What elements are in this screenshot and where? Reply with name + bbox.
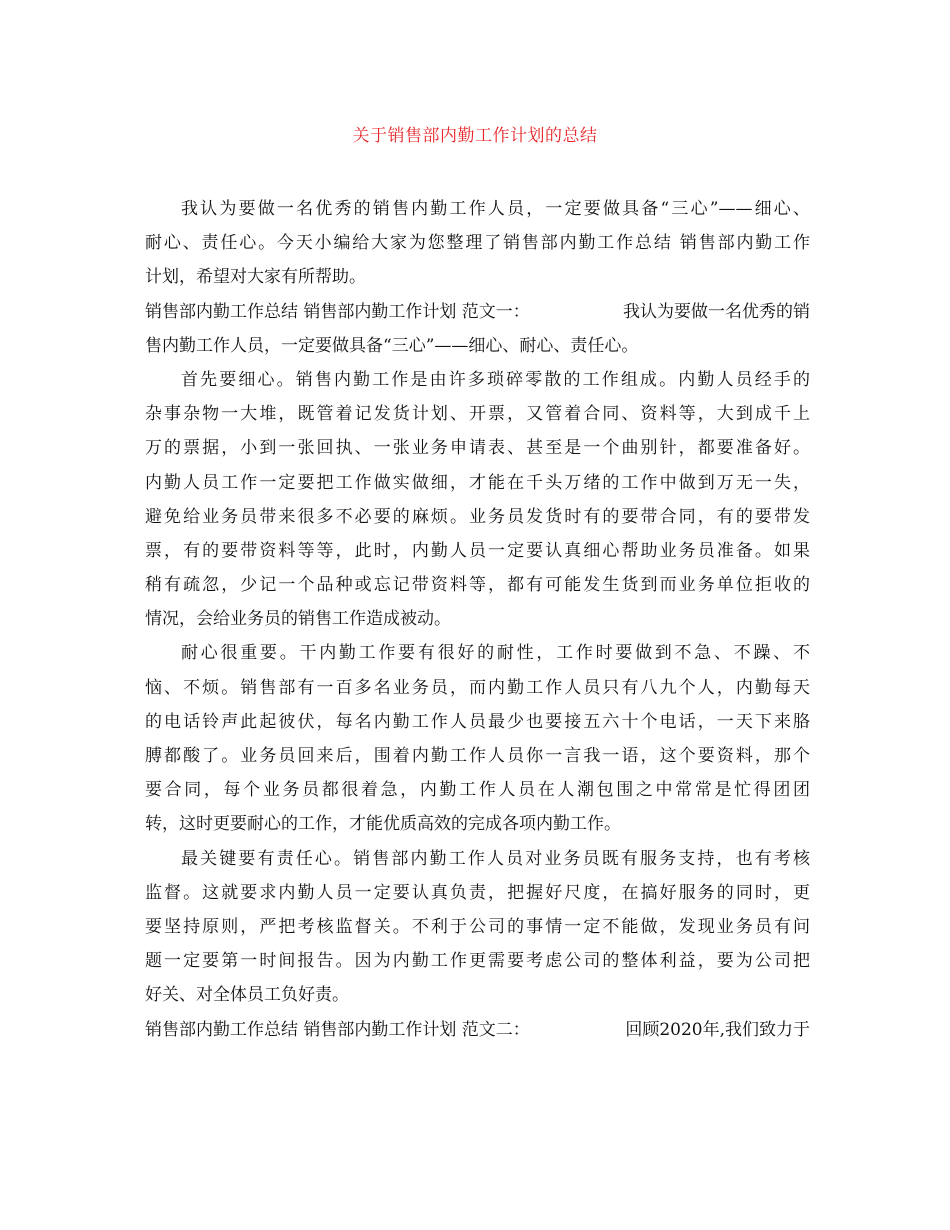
text-line: 我认为要做一名优秀的销售内勤工作人员，一定要做具备“三心”——细心、 bbox=[181, 199, 810, 219]
text-line: 好关、对全体员工负好责。 bbox=[145, 985, 349, 1006]
text-line: 的电话铃声此起彼伏，每名内勤工作人员最少也要接五六十个电话，一天下来胳 bbox=[145, 711, 810, 732]
text-line bbox=[145, 1013, 810, 1047]
text-line bbox=[145, 295, 810, 329]
text-line: 避免给业务员带来很多不必要的麻烦。业务员发货时有的要带合同，有的要带发 bbox=[145, 506, 810, 527]
document-body bbox=[145, 192, 810, 1047]
section-heading: 销售部内勤工作总结 销售部内勤工作计划 范文二： bbox=[145, 1019, 530, 1040]
text-line: 恼、不烦。销售部有一百多名业务员，而内勤工作人员只有八九个人，内勤每天 bbox=[145, 677, 810, 698]
text-line: 题一定要第一时间报告。因为内勤工作更需要考虑公司的整体利益，要为公司把 bbox=[145, 951, 810, 972]
text-line: 情况，会给业务员的销售工作造成被动。 bbox=[145, 609, 451, 630]
text-fragment: 回顾2020年,我们致力于 bbox=[625, 1019, 810, 1040]
text-line: 内勤人员工作一定要把工作做实做细，才能在千头万绪的工作中做到万无一失， bbox=[145, 472, 810, 493]
text-line: 票，有的要带资料等等，此时，内勤人员一定要认真细心帮助业务员准备。如果 bbox=[145, 540, 810, 561]
text-line: 耐心很重要。干内勤工作要有很好的耐性，工作时要做到不急、不躁、不 bbox=[181, 643, 810, 664]
text-line: 稍有疏忽，少记一个品种或忘记带资料等，都有可能发生货到而业务单位拒收的 bbox=[145, 575, 810, 596]
document-title: 关于销售部内勤工作计划的总结 bbox=[352, 126, 598, 146]
text-line: 万的票据，小到一张回执、一张业务申请表、甚至是一个曲别针，都要准备好。 bbox=[145, 438, 810, 459]
text-line: 膊都酸了。业务员回来后，围着内勤工作人员你一言我一语，这个要资料，那个 bbox=[145, 746, 810, 766]
text-line: 耐心、责任心。今天小编给大家为您整理了销售部内勤工作总结 销售部内勤工作 bbox=[145, 233, 810, 254]
text-line: 首先要细心。销售内勤工作是由许多琐碎零散的工作组成。内勤人员经手的 bbox=[181, 369, 810, 390]
section-heading: 销售部内勤工作总结 销售部内勤工作计划 范文一： bbox=[145, 301, 530, 322]
text-line: 要坚持原则，严把考核监督关。不利于公司的事情一定不能做，发现业务员有问 bbox=[145, 916, 810, 937]
text-line: 转，这时更要耐心的工作，才能优质高效的完成各项内勤工作。 bbox=[145, 814, 621, 835]
text-line: 要合同，每个业务员都很着急，内勤工作人员在人潮包围之中常常是忙得团团 bbox=[145, 780, 810, 801]
text-line: 计划，希望对大家有所帮助。 bbox=[145, 267, 366, 288]
text-line: 监督。这就要求内勤人员一定要认真负责，把握好尺度，在搞好服务的同时，更 bbox=[145, 882, 810, 903]
text-line: 最关键要有责任心。销售部内勤工作人员对业务员既有服务支持，也有考核 bbox=[181, 848, 810, 869]
text-line: 杂事杂物一大堆，既管着记发货计划、开票，又管着合同、资料等，大到成千上 bbox=[145, 404, 810, 425]
text-line: 售内勤工作人员，一定要做具备“三心”——细心、耐心、责任心。 bbox=[145, 335, 639, 356]
text-fragment: 我认为要做一名优秀的销 bbox=[623, 301, 810, 322]
